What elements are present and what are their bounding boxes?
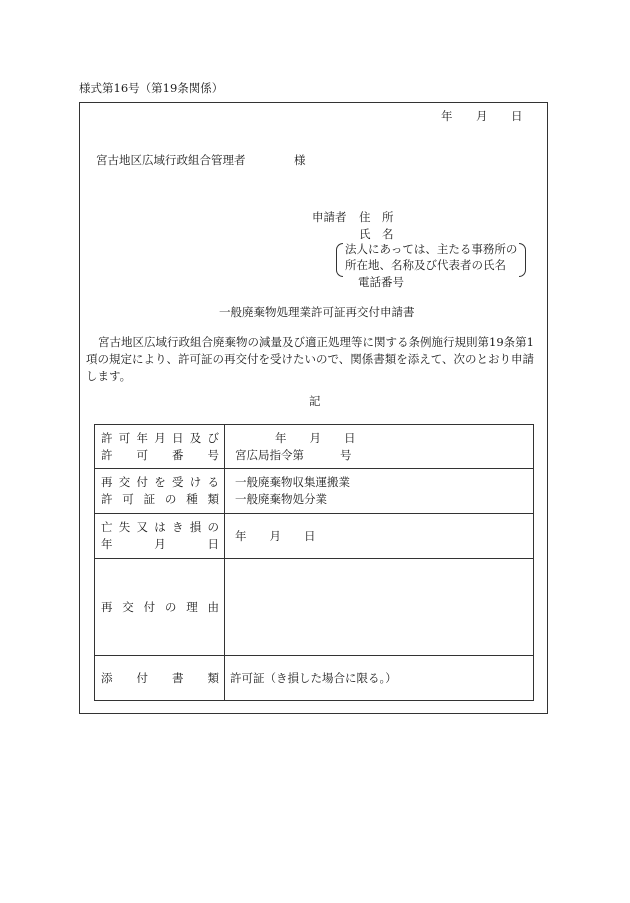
row1-label-cell <box>95 425 225 469</box>
addressee-name: 宮古地区広域行政組合管理者 <box>96 153 246 167</box>
row1-value-suffix: 号 <box>340 447 352 462</box>
table-row-attachments <box>95 656 534 701</box>
table-row-permit-date <box>95 425 534 469</box>
row5-label: 添 付 書 類 <box>101 670 219 685</box>
row1-value-cell[interactable] <box>225 425 534 469</box>
row2-value-line1: 一般廃棄物収集運搬業 <box>235 475 350 489</box>
document-title: 一般廃棄物処理業許可証再交付申請書 <box>219 305 415 319</box>
form-number: 様式第16号（第19条関係） <box>79 81 224 95</box>
row1-value-line2 <box>235 447 533 464</box>
row1-label-line2: 許 可 番 号 <box>101 447 219 462</box>
row1-value-line1: 年 月 日 <box>275 430 356 445</box>
row2-label-line2: 許 可 証 の 種 類 <box>101 492 219 506</box>
date-month: 月 <box>476 109 488 123</box>
table-row-reason <box>95 559 534 656</box>
applicant-label: 申請者 <box>312 210 347 224</box>
row5-label-cell <box>95 656 225 701</box>
row4-label: 再 交 付 の 理 由 <box>101 599 219 614</box>
row3-value: 年 月 日 <box>235 528 316 543</box>
date-year: 年 <box>441 109 453 123</box>
address-label: 住 所 <box>359 210 394 224</box>
detail-table <box>94 424 534 701</box>
row4-value-cell[interactable] <box>225 559 534 656</box>
corporate-note-line1: 法人にあっては、主たる事務所の <box>345 242 518 256</box>
row3-value-cell[interactable] <box>225 514 534 559</box>
row3-label-line1: 亡 失 又 は き 損 の <box>101 520 219 534</box>
row1-value-prefix: 宮広局指令第 <box>235 447 304 462</box>
table-row-loss-date <box>95 514 534 559</box>
table-row-permit-type <box>95 469 534 514</box>
row2-label-line1: 再 交 付 を 受 け る <box>101 475 219 489</box>
row3-label-line2: 年 月 日 <box>101 537 219 551</box>
row2-value-cell[interactable] <box>225 469 534 514</box>
phone-label: 電話番号 <box>358 275 404 289</box>
addressee-honorific: 様 <box>294 153 306 167</box>
date-day: 日 <box>511 109 523 123</box>
row4-label-cell <box>95 559 225 656</box>
row2-label-cell <box>95 469 225 514</box>
right-paren <box>519 243 526 277</box>
corporate-note <box>336 243 526 277</box>
row3-label-cell <box>95 514 225 559</box>
row5-value-cell[interactable] <box>225 656 534 701</box>
body-text: 宮古地区広域行政組合廃棄物の減量及び適正処理等に関する条例施行規則第19条第1項の規定により、許可証の再交付を受けたいので、関係書類を添えて、次のとおり申請します。 <box>86 335 535 383</box>
row2-value-line2: 一般廃棄物処分業 <box>235 492 327 506</box>
row5-value: 許可証（き損した場合に限る。） <box>230 670 397 685</box>
row1-label-line1: 許 可 年 月 日 及 び <box>101 430 219 445</box>
left-paren <box>336 243 343 277</box>
name-label: 氏 名 <box>359 227 394 241</box>
ki-label: 記 <box>309 394 321 408</box>
corporate-note-line2: 所在地、名称及び代表者の氏名 <box>345 258 506 272</box>
